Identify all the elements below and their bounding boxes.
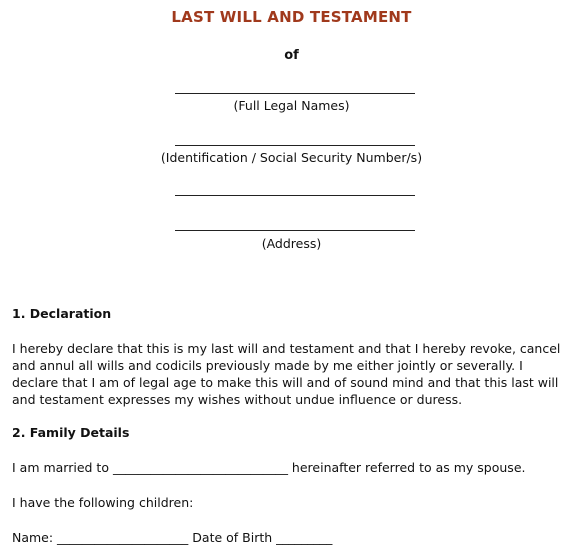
child-name-line: Name: _____________________ Date of Birth _________ <box>12 530 333 545</box>
declaration-heading: 1. Declaration <box>12 306 112 321</box>
children-intro: I have the following children: <box>12 495 194 510</box>
identification-line[interactable] <box>175 145 415 146</box>
family-details-heading: 2. Family Details <box>12 425 130 440</box>
document-title: LAST WILL AND TESTAMENT <box>171 8 412 26</box>
identification-caption: (Identification / Social Security Number/s) <box>160 150 423 165</box>
married-to-line: I am married to ____________________________ hereinafter referred to as my spouse. <box>12 460 526 475</box>
declaration-paragraph <box>12 340 582 408</box>
blank-line[interactable] <box>175 195 415 196</box>
declaration-line: and annul all wills and codicils previously made by me either jointly or severally. I <box>12 358 523 373</box>
full-legal-names-caption: (Full Legal Names) <box>233 98 350 113</box>
of-label: of <box>284 48 299 63</box>
address-line[interactable] <box>175 230 415 231</box>
address-caption: (Address) <box>261 236 322 251</box>
declaration-line: declare that I am of legal age to make this will and of sound mind and that this last will <box>12 375 559 390</box>
declaration-line: and testament expresses my wishes without undue influence or duress. <box>12 392 463 407</box>
full-legal-names-line[interactable] <box>175 93 415 94</box>
declaration-line: I hereby declare that this is my last will and testament and that I hereby revoke, cancel <box>12 341 561 356</box>
